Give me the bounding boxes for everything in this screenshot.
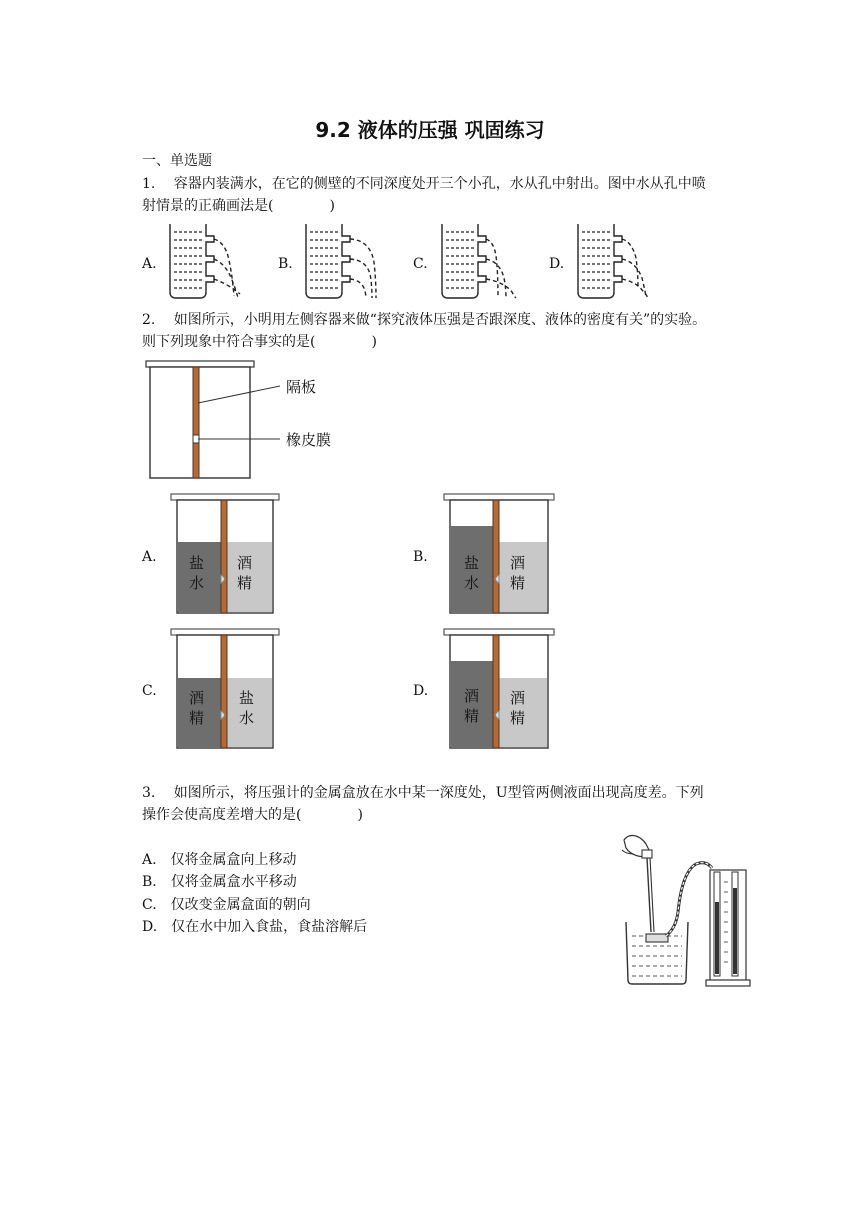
q2-a-right-liquid-char2: 精 <box>237 574 253 592</box>
q3-stem-line2: 操作会使高度差增大的是( ) <box>142 807 363 823</box>
q2-b-left-liquid-char1: 盐 <box>464 554 480 572</box>
q2-option-b-label: B. <box>413 549 428 565</box>
rubber-membrane-label: 橡皮膜 <box>286 431 332 449</box>
q2-option-a-label: A. <box>142 549 157 565</box>
q1-figure-d <box>576 222 656 300</box>
q2-c-left-liquid-char2: 精 <box>189 709 205 727</box>
q1-option-a-label: A. <box>142 256 157 272</box>
q2-b-left-liquid-char2: 水 <box>464 574 480 592</box>
q2-stem-line1: 2. 如图所示，小明用左侧容器来做“探究液体压强是否跟深度、液体的密度有关”的实验。 <box>142 312 707 328</box>
partition-label: 隔板 <box>286 378 317 396</box>
q2-d-right-liquid-char2: 精 <box>510 709 526 727</box>
q2-option-d-figure <box>443 628 555 750</box>
page-title: 9.2 液体的压强 巩固练习 <box>315 118 545 142</box>
section-heading: 一、单选题 <box>142 153 212 169</box>
q1-option-d-label: D. <box>549 256 565 272</box>
q2-option-d-label: D. <box>413 683 429 699</box>
q2-b-right-liquid-char1: 酒 <box>510 554 526 572</box>
q2-c-left-liquid-char1: 酒 <box>189 689 205 707</box>
q1-option-c-label: C. <box>413 256 428 272</box>
q2-d-left-liquid-char2: 精 <box>464 707 480 725</box>
q3-stem-line1: 3. 如图所示，将压强计的金属盒放在水中某一深度处，U型管两侧液面出现高度差。下列 <box>142 785 704 801</box>
q3-option-b: B. 仅将金属盒水平移动 <box>142 874 297 890</box>
q2-d-left-liquid-char1: 酒 <box>464 687 480 705</box>
pressure-gauge-figure <box>606 832 754 992</box>
q2-stem-line2: 则下列现象中符合事实的是( ) <box>142 334 377 350</box>
q1-stem-line1: 1. 容器内装满水，在它的侧壁的不同深度处开三个小孔，水从孔中射出。图中水从孔中喷 <box>142 176 706 192</box>
q1-figure-b <box>304 222 384 300</box>
q2-reference-container <box>140 357 360 481</box>
q1-figure-c <box>440 222 520 300</box>
q1-figure-a <box>168 222 248 300</box>
q2-c-right-liquid-char1: 盐 <box>239 689 255 707</box>
q2-option-a-figure <box>170 493 280 615</box>
q3-option-d: D. 仅在水中加入食盐，食盐溶解后 <box>142 919 368 935</box>
q1-option-b-label: B. <box>278 256 293 272</box>
q3-option-a: A. 仅将金属盒向上移动 <box>142 852 297 868</box>
q2-option-b-figure <box>443 493 555 615</box>
q2-a-left-liquid-char1: 盐 <box>189 554 205 572</box>
q1-stem-line2: 射情景的正确画法是( ) <box>142 198 335 214</box>
q2-option-c-figure <box>170 628 280 750</box>
q2-b-right-liquid-char2: 精 <box>510 574 526 592</box>
q2-a-left-liquid-char2: 水 <box>189 574 205 592</box>
q2-option-c-label: C. <box>142 683 157 699</box>
q2-c-right-liquid-char2: 水 <box>239 709 255 727</box>
q2-a-right-liquid-char1: 酒 <box>237 554 253 572</box>
q2-d-right-liquid-char1: 酒 <box>510 689 526 707</box>
q3-option-c: C. 仅改变金属盒面的朝向 <box>142 897 311 913</box>
